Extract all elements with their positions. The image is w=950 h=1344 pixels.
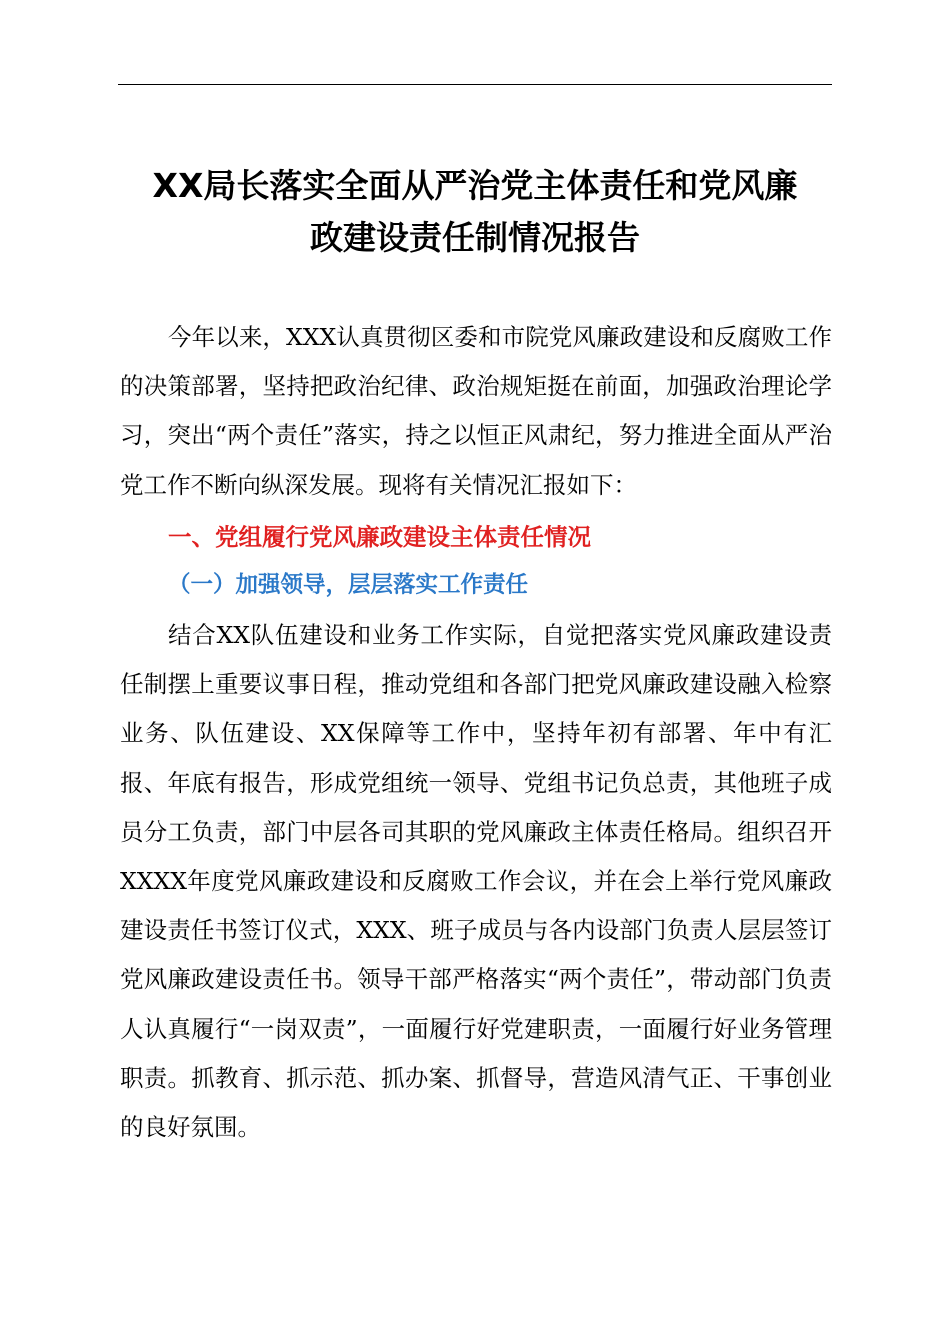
title-line-1: XX局长落实全面从严治党主体责任和党风廉 [152, 166, 798, 205]
subsection-heading-1: （一）加强领导，层层落实工作责任 [168, 572, 529, 598]
header-rule [118, 84, 832, 85]
document-title [100, 160, 850, 264]
section-heading-1: 一、党组履行党风廉政建设主体责任情况 [168, 523, 591, 551]
subsection-paragraph-1: 结合XX队伍建设和业务工作实际，自觉把落实党风廉政建设责任制摆上重要议事日程，推动党组和各部门把党风廉政建设融入检察业务、队伍建设、XX保障等工作中，坚持年初有部署、年中有汇报、年底有报告，形成党组统一领导、党组书记负总责，其他班子成员分工负责，部门中层各司其职的党风廉政主体责任格局。组织召开XXXX年度党风廉政建设和反腐败工作会议，并在会上举行党风廉政建设责任书签订仪式，XXX、班子成员与各内设部门负责人层层签订党风廉政建设责任书。领导干部严格落实“两个责任”，带动部门负责人认真履行“一岗双责”，一面履行好党建职责，一面履行好业务管理职责。抓教育、抓示范、抓办案、抓督导，营造风清气正、干事创业的良好氛围。 [120, 621, 832, 1142]
title-line-2: 政建设责任制情况报告 [310, 218, 640, 257]
intro-paragraph: 今年以来，XXX认真贯彻区委和市院党风廉政建设和反腐败工作的决策部署，坚持把政治纪律、政治规矩挺在前面，加强政治理论学习，突出“两个责任”落实，持之以恒正风肃纪，努力推进全面从严治党工作不断向纵深发展。现将有关情况汇报如下： [120, 323, 832, 499]
